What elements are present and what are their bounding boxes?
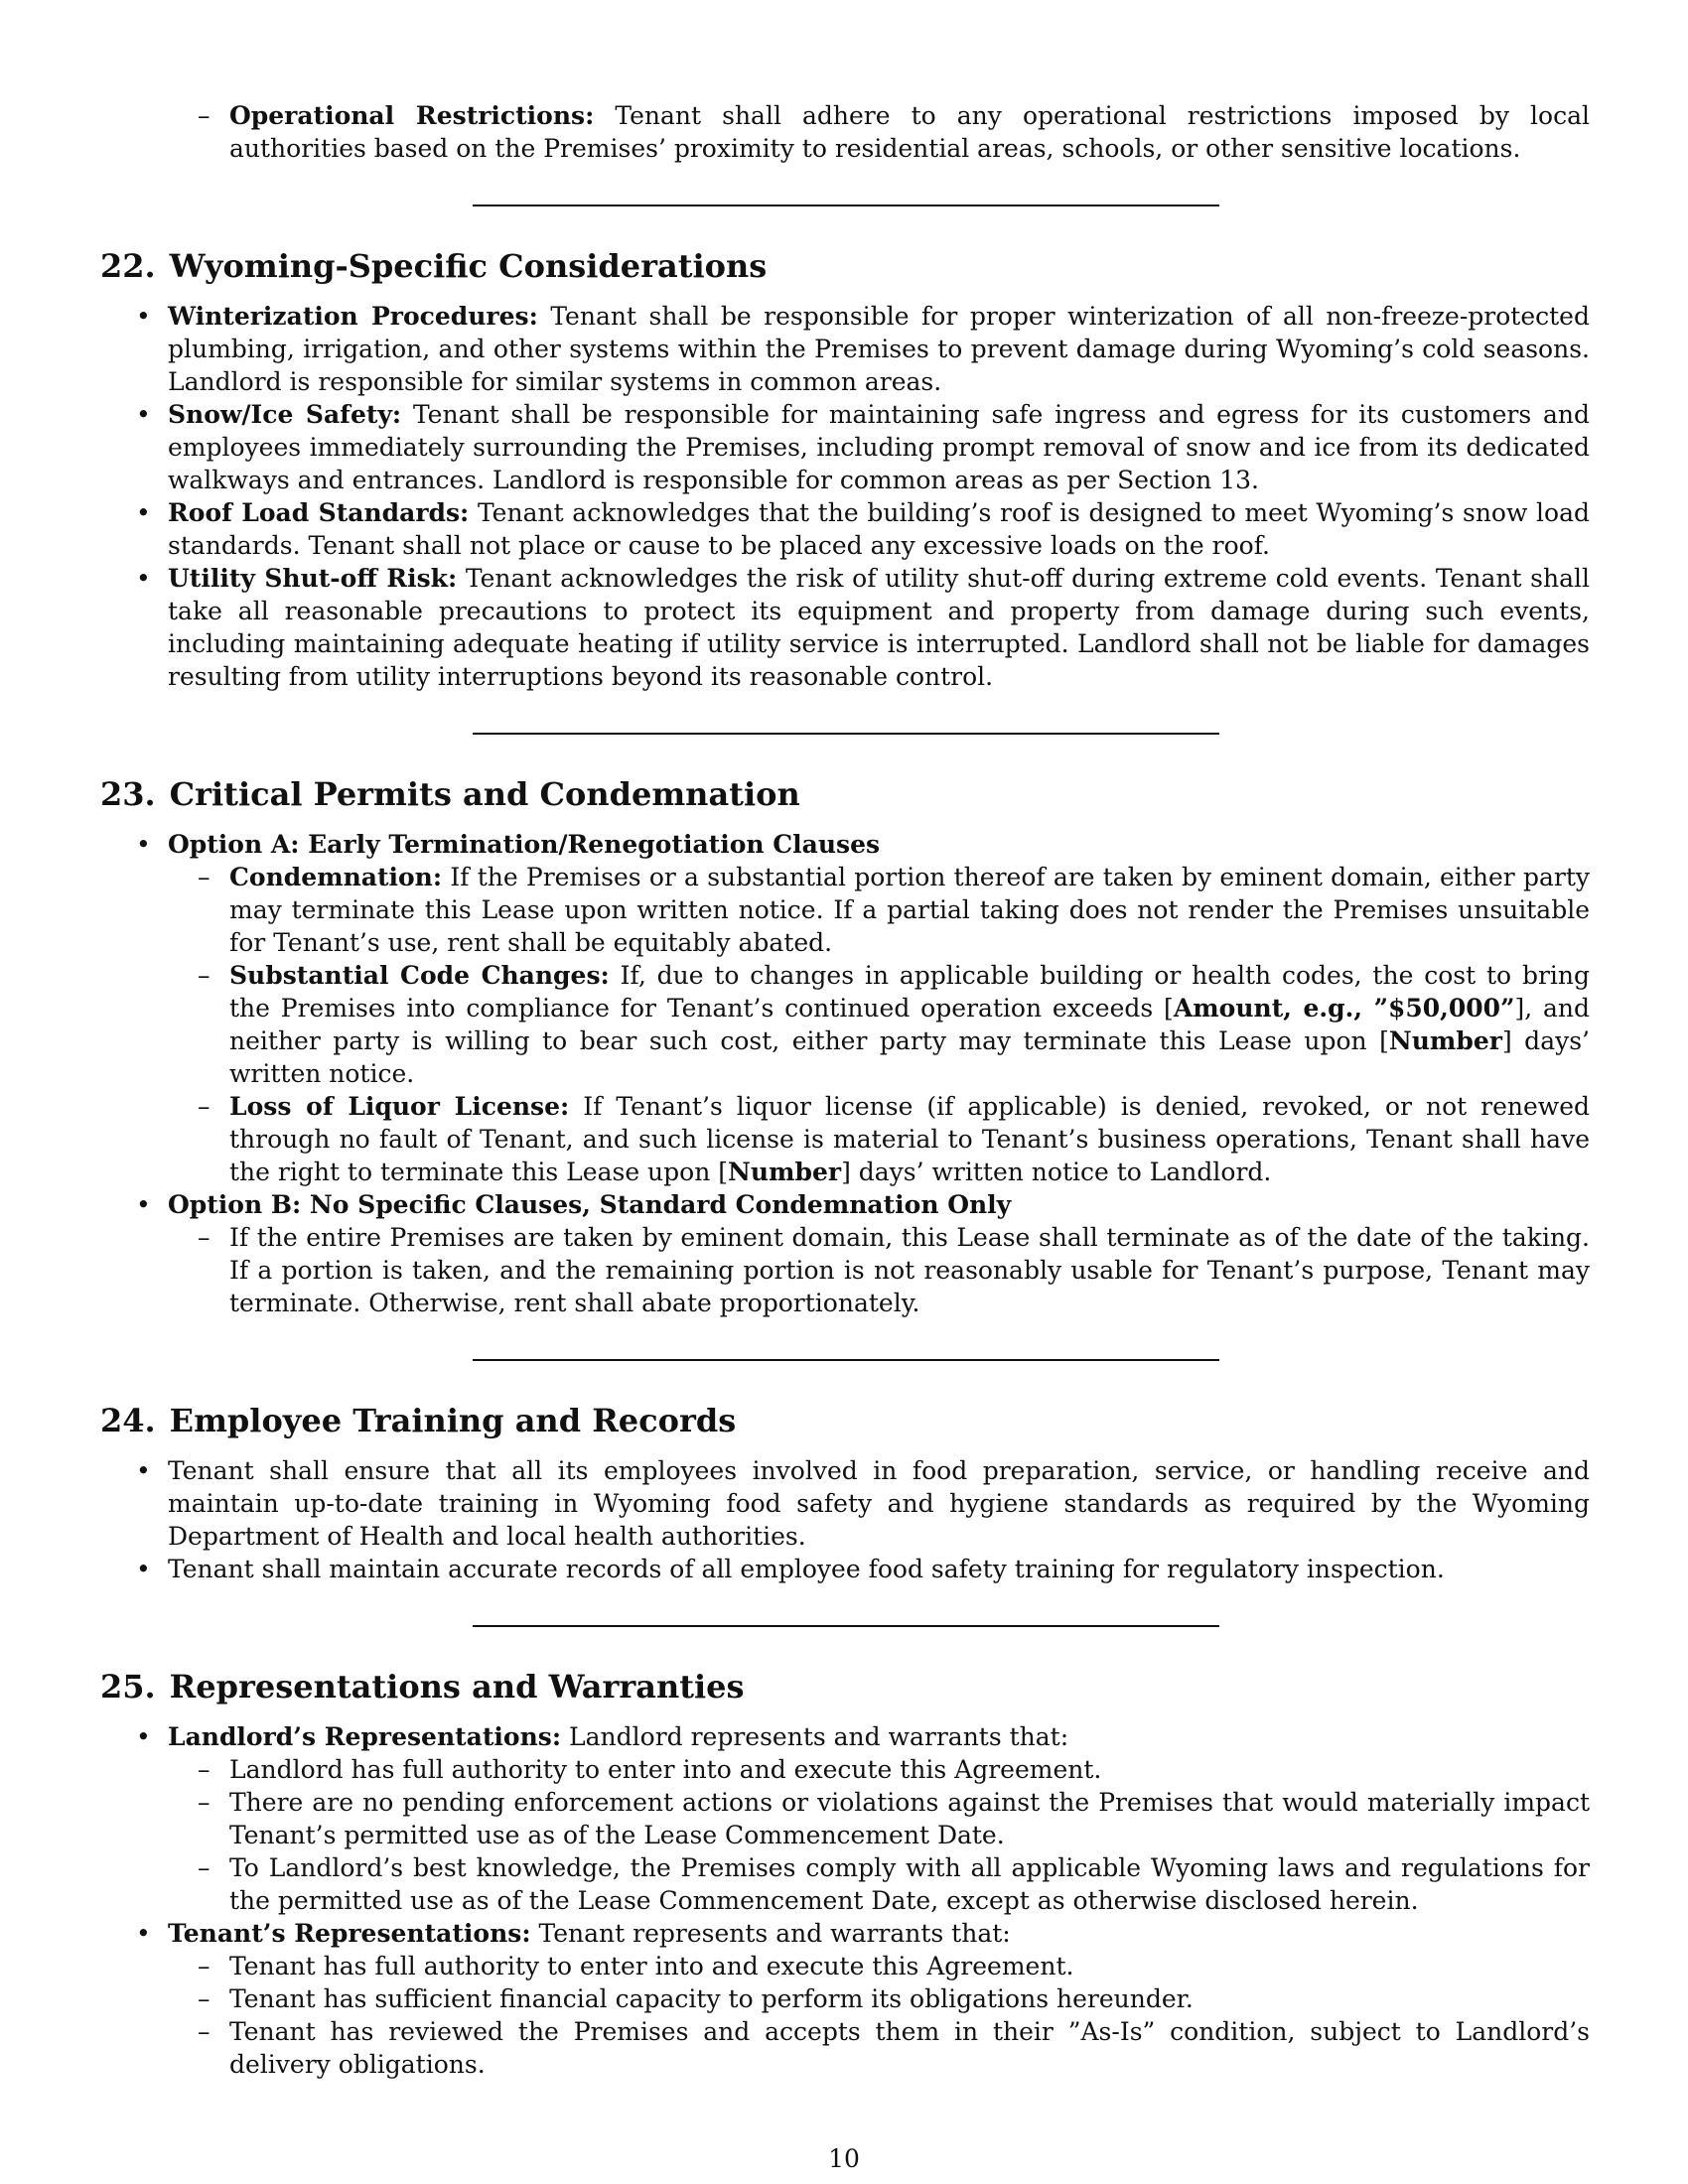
section-23-list — [100, 828, 1590, 1319]
list-item: • Option A: Early Termination/Renegotiation Clauses – Condemnation: If the Premises or a substantial portion thereof are taken by eminent domain, either party may terminate this Lease upon written notice. If a partial taking does not render the Premises unsuitable for Tenant’s use, rent shall be equitably abated. – Substantial Code Changes: If, due to changes in applicable building or health codes, the cost to bring the Premises into compliance for Tenant’s continued operation exceeds [Amount, e.g., ”$50,000”], and neither party is willing to bear such cost, either party may terminate this Lease upon [Number] days’ written notice. – Loss of Liquor License: If Tenant’s liquor license (if applicable) is denied, revoked, or not renewed through no fault of Tenant, and such license is material to Tenant’s business operations, Tenant shall have the right to terminate this Lease upon [Number] days’ written notice to Landlord. — [136, 830, 1590, 1186]
list-item: • Landlord’s Representations: Landlord represents and warrants that: – Landlord has full authority to enter into and execute this Agreement. – There are no pending enforcement actions or violations against the Premises that would materially impact Tenant’s permitted use as of the Lease Commencement Date. – To Landlord’s best knowledge, the Premises comply with all applicable Wyoming laws and regulations for the permitted use as of the Lease Commencement Date, except as otherwise disclosed herein. — [136, 1722, 1590, 1915]
section-divider — [473, 205, 1219, 206]
list-item: • Utility Shut-off Risk: Tenant acknowledges the risk of utility shut-off during extreme cold events. Tenant shall take all reasonable precautions to protect its equipment and property from damage during such events, including maintaining adequate heating if utility service is interrupted. Landlord shall not be liable for damages resulting from utility interruptions beyond its reasonable control. — [136, 564, 1591, 691]
section-divider — [473, 733, 1219, 735]
list-item: • Tenant shall ensure that all its employees involved in food preparation, service, or handling receive and maintain up-to-date training in Wyoming food safety and hygiene standards as required by the Wyoming Department of Health and local health authorities. — [136, 1456, 1590, 1551]
sub-list-item: – To Landlord’s best knowledge, the Premises comply with all applicable Wyoming laws and regulations for the permitted use as of the Lease Commencement Date, except as otherwise disclosed herein. — [198, 1853, 1590, 1915]
document-page — [100, 99, 1590, 2081]
list-item: • Winterization Procedures: Tenant shall be responsible for proper winterization of all non-freeze-protected plumbing, irrigation, and other systems within the Premises to prevent damage during Wyoming’s cold seasons. Landlord is responsible for similar systems in common areas. — [136, 302, 1590, 396]
section-divider — [473, 1625, 1219, 1627]
sub-list-item: – There are no pending enforcement actions or violations against the Premises that would materially impact Tenant’s permitted use as of the Lease Commencement Date. — [198, 1788, 1590, 1849]
section-25-list — [100, 1720, 1590, 2081]
sub-list-item: – Loss of Liquor License: If Tenant’s liquor license (if applicable) is denied, revoked, or not renewed through no fault of Tenant, and such license is material to Tenant’s business operations, Tenant shall have the right to terminate this Lease upon [Number] days’ written notice to Landlord. — [198, 1092, 1590, 1186]
section-divider — [473, 1359, 1219, 1361]
section-24-heading: 24. Employee Training and Records — [100, 1402, 737, 1439]
sub-list-item: – If the entire Premises are taken by eminent domain, this Lease shall terminate as of the date of the taking. If a portion is taken, and the remaining portion is not reasonably usable for Tenant’s purpose, Tenant may terminate. Otherwise, rent shall abate proportionately. — [198, 1223, 1590, 1317]
list-item: • Snow/Ice Safety: Tenant shall be responsible for maintaining safe ingress and egress for its customers and employees immediately surrounding the Premises, including prompt removal of snow and ice from its dedicated walkways and entrances. Landlord is responsible for common areas as per Section 13. — [136, 400, 1590, 494]
item-label: Operational Restrictions: — [229, 101, 595, 130]
section-22-heading: 22. Wyoming-Specific Considerations — [100, 247, 768, 285]
section-23-heading: 23. Critical Permits and Condemnation — [100, 775, 800, 813]
section-22-list — [100, 300, 1590, 693]
sub-list-item: – Tenant has reviewed the Premises and accepts them in their ”As-Is” condition, subject to Landlord’s delivery obligations. — [198, 2017, 1590, 2079]
list-item: • Tenant shall maintain accurate records of all employee food safety training for regulatory inspection. — [136, 1555, 1445, 1583]
sub-list-item: – Tenant has sufficient financial capacity to perform its obligations hereunder. — [198, 1984, 1194, 2013]
page-number: 10 — [828, 2144, 860, 2173]
list-item: • Tenant’s Representations: Tenant represents and warrants that: – Tenant has full authority to enter into and execute this Agreement. – Tenant has sufficient financial capacity to perform its obligations hereunder. – Tenant has reviewed the Premises and accepts them in their ”As-Is” condition, subject to Landlord’s delivery obligations. — [136, 1919, 1590, 2079]
sub-list-item: – Condemnation: If the Premises or a substantial portion thereof are taken by eminent domain, either party may terminate this Lease upon written notice. If a partial taking does not render the Premises unsuitable for Tenant’s use, rent shall be equitably abated. — [198, 863, 1590, 957]
sub-list-item: – Landlord has full authority to enter into and execute this Agreement. — [198, 1755, 1102, 1784]
list-item: • Option B: No Specific Clauses, Standard Condemnation Only – If the entire Premises are taken by eminent domain, this Lease shall terminate as of the date of the taking. If a portion is taken, and the remaining portion is not reasonably usable for Tenant’s purpose, Tenant may terminate. Otherwise, rent shall abate proportionately. — [136, 1190, 1590, 1317]
section-24-list — [100, 1454, 1590, 1585]
sub-list-item: – Substantial Code Changes: If, due to changes in applicable building or health codes, the cost to bring the Premises into compliance for Tenant’s continued operation exceeds [Amount, e.g., ”$50,000”], and neither party is willing to bear such cost, either party may terminate this Lease upon [Number] days’ written notice. — [198, 961, 1590, 1088]
list-item: • Roof Load Standards: Tenant acknowledges that the building’s roof is designed to meet Wyoming’s snow load standards. Tenant shall not place or cause to be placed any excessive loads on the roof. — [136, 498, 1590, 560]
section-25-heading: 25. Representations and Warranties — [100, 1668, 745, 1706]
item-text: Tenant shall adhere to any operational restrictions imposed by local authorities based on the Premises’ proximity to residential areas, schools, or other sensitive locations. — [229, 101, 1591, 163]
operational-restrictions-item: – Operational Restrictions: Tenant shall adhere to any operational restrictions imposed by local authorities based on the Premises’ proximity to residential areas, schools, or other sensitive locations. — [198, 101, 1591, 163]
sub-list-item: – Tenant has full authority to enter into and execute this Agreement. — [198, 1952, 1074, 1980]
